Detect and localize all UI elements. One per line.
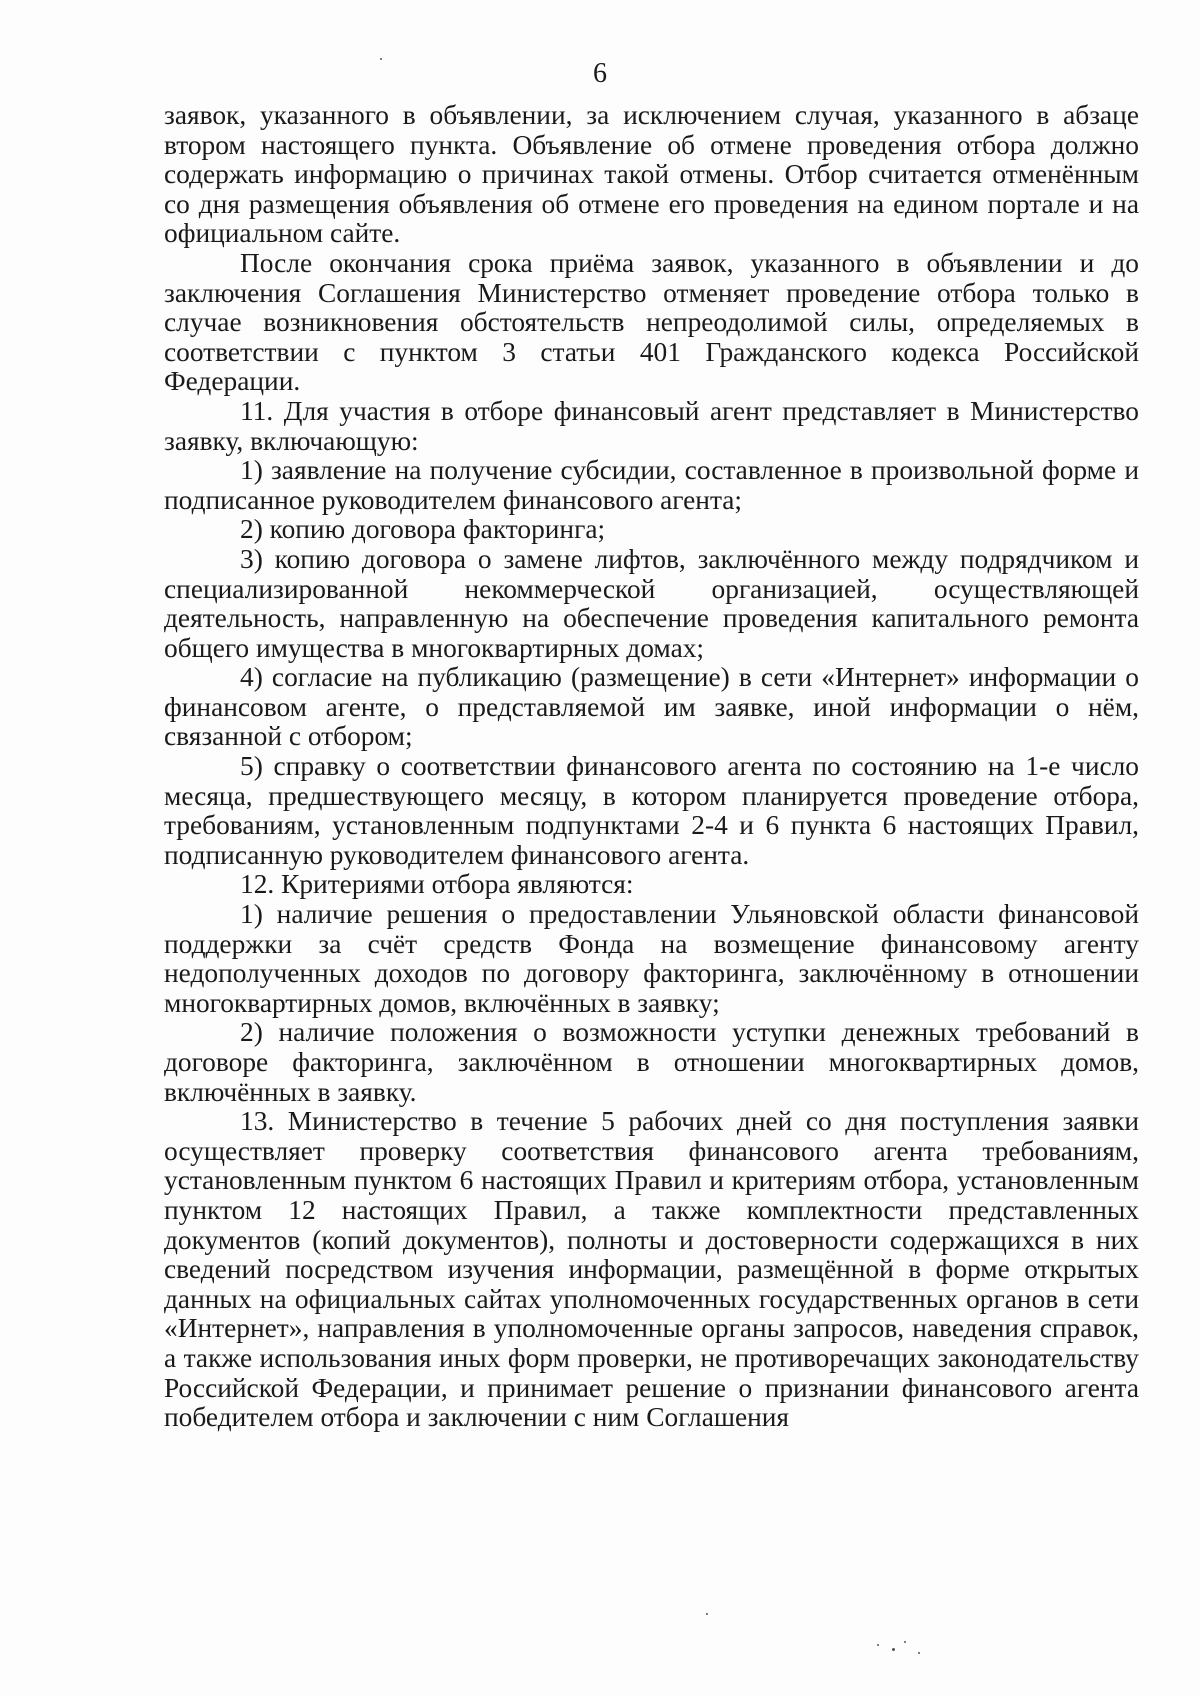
page-number: 6: [593, 58, 607, 89]
document-body: [164, 101, 1139, 1433]
scan-speck: [877, 1644, 879, 1646]
scan-speck: [380, 58, 382, 60]
list-item-12-1: 1) наличие решения о предоставлении Ульяновской области финансовой поддержки за счёт средств Фонда на возмещение финансовому агенту недополученных доходов по договору факторинга, заключённому в отношении многоквартирных домов, включённых в заявку;: [164, 899, 1139, 1018]
list-item-11-1: 1) заявление на получение субсидии, составленное в произвольной форме и подписанное руководителем финансового агента;: [164, 455, 1139, 515]
paragraph-item-11: 11. Для участия в отборе финансовый агент представляет в Министерство заявку, включающую:: [164, 395, 1139, 456]
scan-speck: [904, 1641, 906, 1643]
paragraph-item-12: 12. Критериями отбора являются:: [240, 869, 634, 900]
list-item-11-5: 5) справку о соответствии финансового агента по состоянию на 1-е число месяца, предшествующего месяцу, в котором планируется проведение отбора, требованиям, установленным подпунктами 2-4 и 6 пункта 6 настоящих Правил, подписанную руководителем финансового агента.: [164, 751, 1139, 870]
scan-speck: [918, 1652, 920, 1654]
scan-speck: [706, 1613, 708, 1615]
paragraph-continuation: заявок, указанного в объявлении, за исключением случая, указанного в абзаце втором настоящего пункта. Объявление об отмене проведения отбора должно содержать информацию о причинах такой отмены. Отбор считается отменённым со дня размещения объявления об отмене его проведения на едином портале и на официальном сайте.: [164, 100, 1139, 249]
paragraph-item-13: 13. Министерство в течение 5 рабочих дней со дня поступления заявки осуществляет проверку соответствия финансового агента требованиям, установленным пунктом 6 настоящих Правил и критериям отбора, установленным пунктом 12 настоящих Правил, а также комплектности представленных документов (копий документов), полноты и достоверности содержащихся в них сведений посредством изучения информации, размещённой в форме открытых данных на официальных сайтах уполномоченных государственных органов в сети «Интернет», направления в уполномоченные органы запросов, наведения справок, а также использования иных форм проверки, не противоречащих законодательству Российской Федерации, и принимает решение о признании финансового агента победителем отбора и заключении с ним Соглашения: [164, 1106, 1139, 1433]
list-item-11-2: 2) копию договора факторинга;: [240, 514, 606, 545]
list-item-11-3: 3) копию договора о замене лифтов, заключённого между подрядчиком и специализированной некоммерческой организацией, осуществляющей деятельность, направленную на обеспечение проведения капитального ремонта общего имущества в многоквартирных домах;: [164, 543, 1139, 663]
list-item-12-2: 2) наличие положения о возможности уступки денежных требований в договоре факторинга, заключённом в отношении многоквартирных домов, включённых в заявку.: [164, 1017, 1139, 1107]
scan-speck: [892, 1648, 895, 1651]
paragraph-cancellation: После окончания срока приёма заявок, указанного в объявлении и до заключения Соглашения Министерство отменяет проведение отбора только в случае возникновения обстоятельств непреодолимой силы, определяемых в соответствии с пунктом 3 статьи 401 Гражданского кодекса Российской Федерации.: [164, 247, 1139, 397]
list-item-11-4: 4) согласие на публикацию (размещение) в сети «Интернет» информации о финансовом агенте, о представляемой им заявке, иной информации о нём, связанной с отбором;: [164, 662, 1139, 752]
